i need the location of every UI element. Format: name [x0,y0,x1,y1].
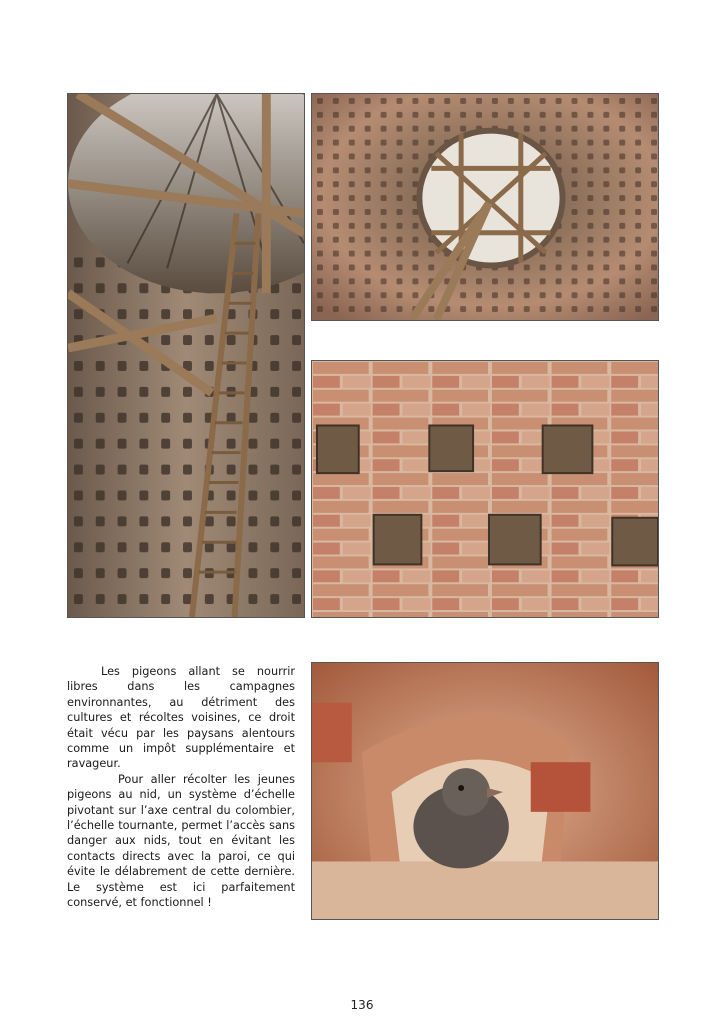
photo-nest-boxes [311,360,659,618]
photo-dovecote-dome [311,93,659,321]
paragraph-2: Pour aller récolter les jeunes pigeons au nid, un système d’échelle pivotant sur l’axe central du colombier, l’échelle tournante, permet l’accès sans danger aux nids, tout en évitant les contacts directs avec la paroi, ce qui évite le délabrement de cette dernière. Le système est ici parfaitement conservé, et fonctionnel ! [67,772,295,910]
photo-rotating-ladder [67,93,305,618]
paragraph-1: Les pigeons allant se nourrir libres dans les campagnes environnantes, au détriment des cultures et récoltes voisines, ce droit était vécu par les paysans alentours comme un impôt supplémentaire et ravageur. [67,665,295,771]
page-number: 136 [350,998,374,1012]
body-text [67,664,295,911]
photo-pigeon-in-nest [311,662,659,920]
